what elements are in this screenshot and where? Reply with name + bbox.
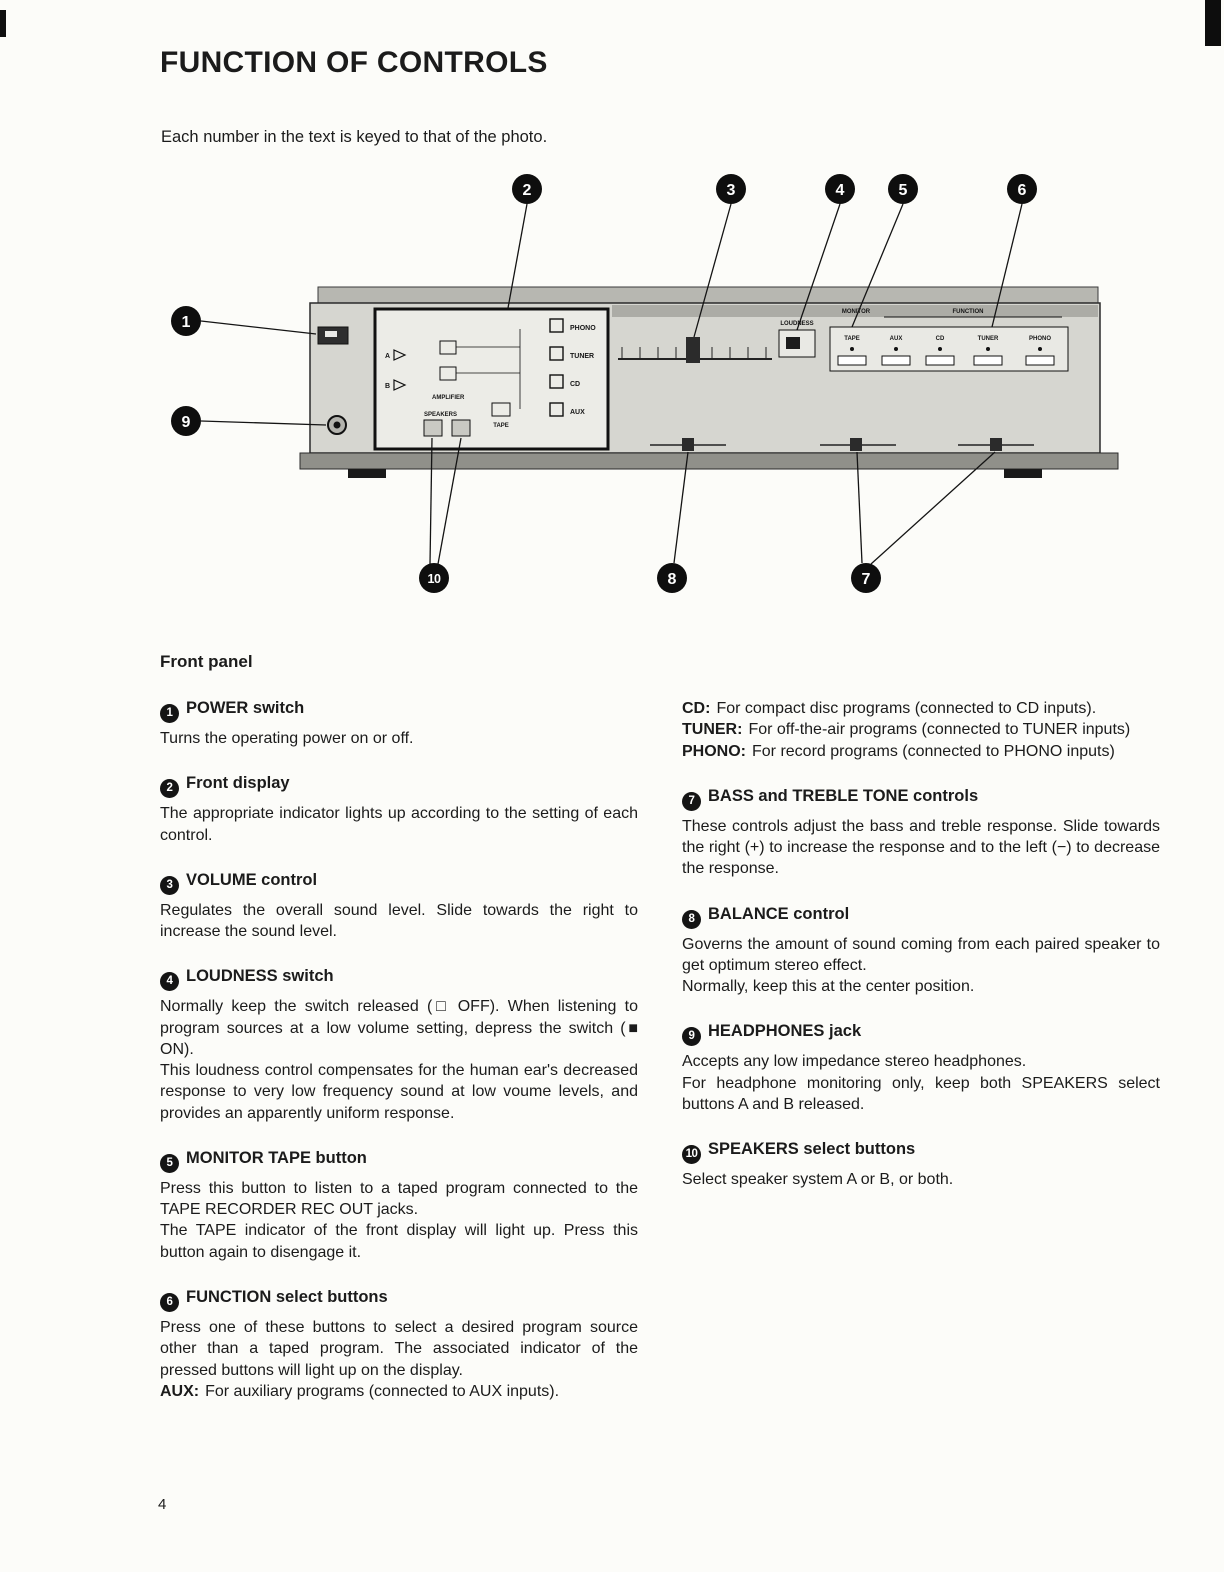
- control-heading: [160, 870, 638, 895]
- cd-button: [926, 356, 954, 365]
- control-heading: [682, 1139, 1160, 1164]
- panel-label-speakers: SPEAKERS: [424, 412, 458, 418]
- callout-1-number: 1: [181, 314, 191, 331]
- callout-5-number: 5: [898, 182, 908, 199]
- control-paragraph: Regulates the overall sound level. Slide towards the right to increase the sound level.: [160, 901, 638, 941]
- panel-label-phono: PHONO: [570, 325, 596, 332]
- control-heading: [682, 904, 1160, 929]
- control-number-badge: 9: [682, 1027, 701, 1046]
- control-number-badge: 2: [160, 779, 179, 798]
- control-paragraph: Press one of these buttons to select a desired program source other than a taped program. The associated indicator of the pressed buttons will light up on the display.: [160, 1318, 638, 1379]
- control-heading: [682, 1021, 1160, 1046]
- subentry-label: AUX:: [160, 1382, 200, 1400]
- control-number-badge: 5: [160, 1154, 179, 1173]
- control-paragraph: The TAPE indicator of the front display will light up. Press this button again to disengage it.: [160, 1222, 638, 1261]
- control-heading: [160, 1287, 638, 1312]
- control-subentry: [160, 1381, 638, 1402]
- control-item: [160, 698, 638, 749]
- control-heading: [160, 698, 638, 723]
- control-title: POWER switch: [186, 699, 305, 717]
- control-number-badge: 4: [160, 972, 179, 991]
- control-number-badge: 3: [160, 876, 179, 895]
- column-right: [682, 698, 1160, 1426]
- control-paragraph: These controls adjust the bass and treble response. Slide towards the right (+) to increase the response and to the left (−) to decrease the response.: [682, 817, 1160, 878]
- panel-label-amplifier: AMPLIFIER: [432, 395, 465, 401]
- panel-label-function: FUNCTION: [952, 309, 984, 315]
- callout-1: [171, 306, 316, 336]
- control-paragraph: Turns the operating power on or off.: [160, 730, 414, 747]
- control-title: HEADPHONES jack: [708, 1022, 862, 1041]
- control-item: [682, 904, 1160, 998]
- aux-button: [882, 356, 910, 365]
- diagram-container: [0, 161, 1224, 636]
- callout-9: [171, 406, 326, 436]
- callout-9-number: 9: [181, 414, 191, 431]
- column-left: [160, 698, 638, 1426]
- unit-foot-left: [348, 469, 386, 478]
- control-paragraph: Normally keep the switch released (□ OFF). When listening to program sources at a low volume setting, depress the switch (■ ON).: [160, 998, 638, 1058]
- control-paragraph: This loudness control compensates for the human ear's decreased response to very low frequency sound at low voume levels, and provides an apparently uniform response.: [160, 1062, 638, 1122]
- panel-label-a: A: [385, 353, 391, 360]
- volume-knob: [686, 337, 700, 363]
- page-number: 4: [158, 1496, 167, 1513]
- control-item: [160, 870, 638, 943]
- control-heading: [682, 786, 1160, 811]
- content-columns: [160, 698, 1160, 1426]
- panel-label-aux: AUX: [570, 409, 585, 416]
- subentry-label: CD:: [682, 700, 711, 717]
- control-heading: [160, 773, 638, 798]
- subentry-label: TUNER:: [682, 721, 743, 739]
- headphones-jack: [328, 416, 346, 434]
- front-panel-heading: Front panel: [160, 652, 253, 671]
- control-title: FUNCTION select buttons: [186, 1287, 388, 1306]
- control-heading: [160, 966, 638, 991]
- loudness-switch: [779, 321, 815, 357]
- control-title: SPEAKERS select buttons: [708, 1140, 916, 1159]
- callout-7: [851, 452, 995, 593]
- unit-base: [300, 453, 1118, 469]
- control-number-badge: 6: [160, 1293, 179, 1312]
- control-item: [160, 1287, 638, 1402]
- control-item: [160, 1148, 638, 1263]
- callout-8-number: 8: [667, 571, 677, 588]
- panel-label-tape: TAPE: [493, 423, 509, 429]
- control-title: MONITOR TAPE button: [186, 1148, 367, 1167]
- control-title: BASS and TREBLE TONE controls: [708, 786, 979, 805]
- front-display: [375, 309, 608, 449]
- control-paragraph: Press this button to listen to a taped program connected to the TAPE RECORDER REC OUT jacks.: [160, 1179, 638, 1219]
- callout-4-number: 4: [835, 182, 845, 199]
- control-number-badge: 1: [160, 704, 179, 723]
- control-paragraph: Governs the amount of sound coming from each paired speaker to get optimum stereo effect.: [682, 935, 1160, 974]
- control-paragraph: Select speaker system A or B, or both.: [682, 1171, 954, 1189]
- speaker-select-button-a: [424, 420, 442, 436]
- unit-foot-right: [1004, 469, 1042, 478]
- control-item: [682, 1139, 1160, 1190]
- panel-label-monitor: MONITOR: [841, 309, 871, 315]
- subentry-label: PHONO:: [682, 742, 746, 760]
- control-subentry: [682, 719, 1160, 740]
- panel-label-b: B: [385, 383, 391, 390]
- control-number-badge: 8: [682, 910, 701, 929]
- control-paragraph: For headphone monitoring only, keep both SPEAKERS select buttons A and B released.: [682, 1074, 1160, 1113]
- control-number-badge: 10: [682, 1145, 701, 1164]
- control-heading: [160, 1148, 638, 1173]
- subentry-text: For off-the-air programs (connected to TUNER inputs): [748, 721, 1131, 739]
- unit-top-surface: [318, 287, 1098, 303]
- callout-7-number: 7: [861, 571, 871, 588]
- control-title: Front display: [186, 774, 290, 793]
- control-paragraph: The appropriate indicator lights up according to the setting of each control.: [160, 805, 638, 844]
- speaker-select-button-b: [452, 420, 470, 436]
- tuner-button: [974, 356, 1002, 365]
- callout-3-number: 3: [726, 182, 736, 199]
- power-switch: [318, 327, 348, 344]
- panel-label-tuner-button: TUNER: [977, 336, 999, 342]
- control-title: LOUDNESS switch: [186, 967, 334, 986]
- control-item: [160, 966, 638, 1124]
- control-paragraph: Normally, keep this at the center position.: [682, 978, 975, 996]
- control-item: [682, 1021, 1160, 1115]
- panel-label-cd: CD: [570, 381, 581, 388]
- control-title: BALANCE control: [708, 904, 850, 923]
- callout-10-number: 10: [427, 572, 441, 586]
- panel-label-loudness: LOUDNESS: [780, 321, 814, 327]
- subentry-text: For record programs (connected to PHONO inputs): [752, 742, 1115, 760]
- control-subentry: [682, 741, 1160, 762]
- monitor-tape-button: [838, 356, 866, 365]
- panel-label-cd-button: CD: [935, 336, 945, 342]
- intro-text: Each number in the text is keyed to that of the photo.: [161, 128, 548, 146]
- control-number-badge: 7: [682, 792, 701, 811]
- control-title: VOLUME control: [186, 870, 318, 889]
- subentry-text: For compact disc programs (connected to CD inputs).: [716, 700, 1097, 717]
- scan-artifact-left: [0, 10, 6, 37]
- callout-2-number: 2: [522, 182, 532, 199]
- control-item: [682, 698, 1160, 762]
- scan-artifact-right: [1205, 0, 1221, 46]
- panel-label-phono-button: PHONO: [1028, 336, 1052, 342]
- panel-label-aux-button: AUX: [889, 336, 903, 342]
- control-item: [160, 773, 638, 846]
- callout-8: [657, 452, 688, 593]
- control-paragraph: Accepts any low impedance stereo headphones.: [682, 1053, 1027, 1071]
- control-subentry: [682, 698, 1160, 719]
- phono-button: [1026, 356, 1054, 365]
- page-title: FUNCTION OF CONTROLS: [160, 46, 548, 79]
- front-panel-diagram: [0, 161, 1224, 631]
- callout-6-number: 6: [1017, 182, 1027, 199]
- control-item: [682, 786, 1160, 880]
- panel-label-tape-button: TAPE: [844, 336, 860, 342]
- subentry-text: For auxiliary programs (connected to AUX inputs).: [205, 1382, 560, 1400]
- panel-label-tuner: TUNER: [570, 353, 595, 360]
